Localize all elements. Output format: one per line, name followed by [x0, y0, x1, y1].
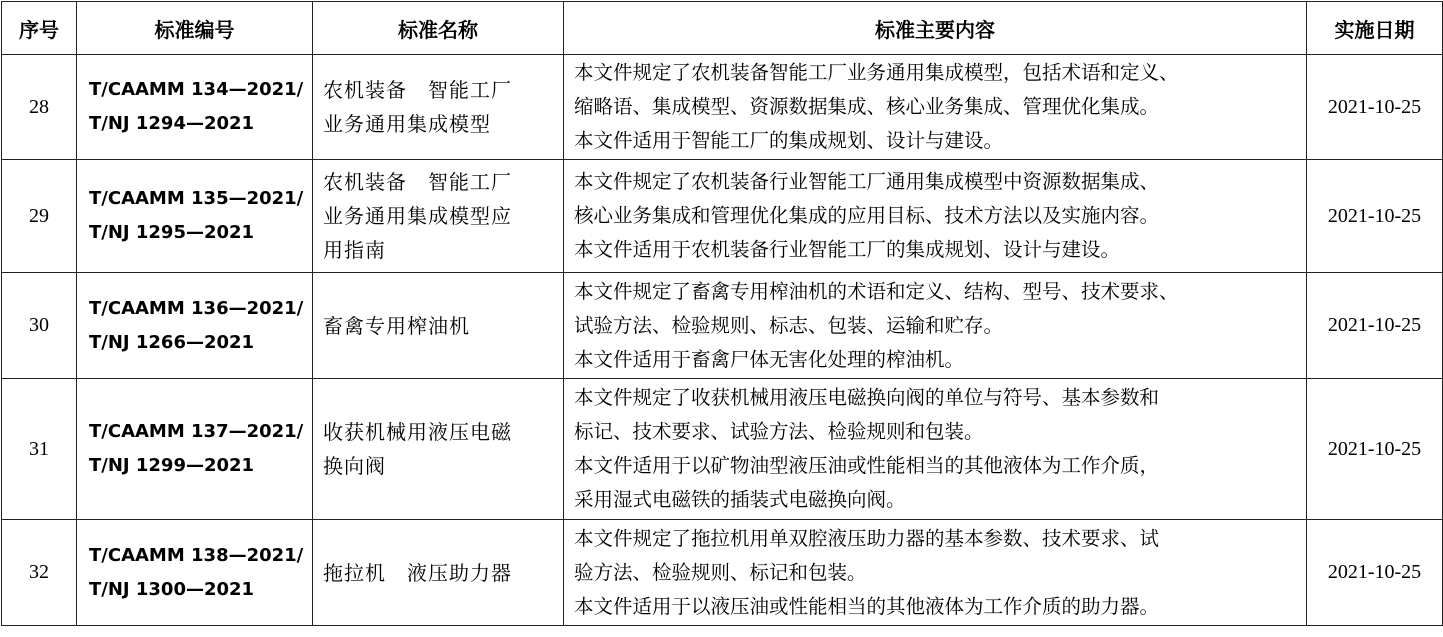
- header-content: 标准主要内容: [564, 2, 1307, 55]
- name-cell: [313, 520, 564, 626]
- seq-cell: 31: [2, 379, 77, 520]
- name-line: 农机装备 智能工厂: [323, 170, 512, 194]
- content-line: 标记、技术要求、试验方法、检验规则和包装。: [574, 420, 984, 443]
- name-line: 业务通用集成模型: [323, 112, 491, 136]
- seq-cell: 32: [2, 520, 77, 626]
- code-line: T/NJ 1294—2021: [89, 113, 255, 134]
- name-line: 用指南: [323, 238, 386, 262]
- code-line: T/NJ 1299—2021: [89, 455, 255, 476]
- code-line: T/NJ 1295—2021: [89, 222, 255, 243]
- code-line: T/CAAMM 137—2021/: [89, 421, 304, 442]
- content-cell: [564, 160, 1307, 273]
- header-seq: 序号: [2, 2, 77, 55]
- code-line: T/CAAMM 136—2021/: [89, 297, 304, 319]
- name-line: 畜禽专用榨油机: [323, 313, 470, 338]
- name-cell: [313, 55, 564, 160]
- date-cell: 2021-10-25: [1307, 379, 1443, 520]
- content-line: 核心业务集成和管理优化集成的应用目标、技术方法以及实施内容。: [574, 204, 1160, 227]
- content-line: 采用湿式电磁铁的插装式电磁换向阀。: [574, 488, 906, 511]
- name-cell: [313, 160, 564, 273]
- name-line: 换向阀: [323, 454, 386, 478]
- table-row: [2, 160, 1443, 273]
- code-cell: [77, 520, 313, 626]
- name-cell: [313, 273, 564, 379]
- table-row: [2, 520, 1443, 626]
- date-cell: 2021-10-25: [1307, 55, 1443, 160]
- name-line: 农机装备 智能工厂: [323, 78, 512, 102]
- header-date: 实施日期: [1307, 2, 1443, 55]
- content-cell: [564, 520, 1307, 626]
- table-row: [2, 55, 1443, 160]
- code-cell: [77, 160, 313, 273]
- code-cell: [77, 379, 313, 520]
- seq-cell: 29: [2, 160, 77, 273]
- content-cell: [564, 273, 1307, 379]
- name-cell: [313, 379, 564, 520]
- content-line: 本文件规定了农机装备行业智能工厂通用集成模型中资源数据集成、: [574, 170, 1160, 193]
- seq-cell: 30: [2, 273, 77, 379]
- content-line: 试验方法、检验规则、标志、包装、运输和贮存。: [574, 313, 1004, 337]
- code-line: T/CAAMM 134—2021/: [89, 79, 304, 100]
- content-line: 本文件规定了收获机械用液压电磁换向阀的单位与符号、基本参数和: [574, 386, 1160, 409]
- header-row: [2, 2, 1443, 55]
- standards-table: [1, 1, 1443, 626]
- code-line: T/NJ 1266—2021: [89, 331, 255, 353]
- code-line: T/NJ 1300—2021: [89, 578, 255, 600]
- name-line: 业务通用集成模型应: [323, 204, 512, 228]
- content-line: 本文件适用于以液压油或性能相当的其他液体为工作介质的助力器。: [574, 594, 1160, 618]
- content-line: 本文件适用于畜禽尸体无害化处理的榨油机。: [574, 347, 965, 371]
- content-cell: [564, 379, 1307, 520]
- table-row: [2, 379, 1443, 520]
- content-line: 本文件规定了畜禽专用榨油机的术语和定义、结构、型号、技术要求、: [574, 279, 1179, 303]
- code-line: T/CAAMM 138—2021/: [89, 544, 304, 566]
- content-line: 验方法、检验规则、标记和包装。: [574, 560, 867, 584]
- seq-cell: 28: [2, 55, 77, 160]
- header-code: 标准编号: [77, 2, 313, 55]
- content-line: 本文件适用于农机装备行业智能工厂的集成规划、设计与建设。: [574, 238, 1121, 261]
- name-line: 收获机械用液压电磁: [323, 420, 512, 444]
- content-line: 缩略语、集成模型、资源数据集成、核心业务集成、管理优化集成。: [574, 95, 1160, 118]
- content-cell: [564, 55, 1307, 160]
- date-cell: 2021-10-25: [1307, 520, 1443, 626]
- date-cell: 2021-10-25: [1307, 160, 1443, 273]
- code-line: T/CAAMM 135—2021/: [89, 188, 304, 209]
- content-line: 本文件适用于以矿物油型液压油或性能相当的其他液体为工作介质，: [574, 454, 1160, 477]
- code-cell: [77, 273, 313, 379]
- name-line: 拖拉机 液压助力器: [323, 560, 512, 585]
- content-line: 本文件规定了拖拉机用单双腔液压助力器的基本参数、技术要求、试: [574, 526, 1160, 550]
- table-row: [2, 273, 1443, 379]
- code-cell: [77, 55, 313, 160]
- content-line: 本文件适用于智能工厂的集成规划、设计与建设。: [574, 129, 1004, 152]
- header-name: 标准名称: [313, 2, 564, 55]
- content-line: 本文件规定了农机装备智能工厂业务通用集成模型，包括术语和定义、: [574, 61, 1179, 84]
- date-cell: 2021-10-25: [1307, 273, 1443, 379]
